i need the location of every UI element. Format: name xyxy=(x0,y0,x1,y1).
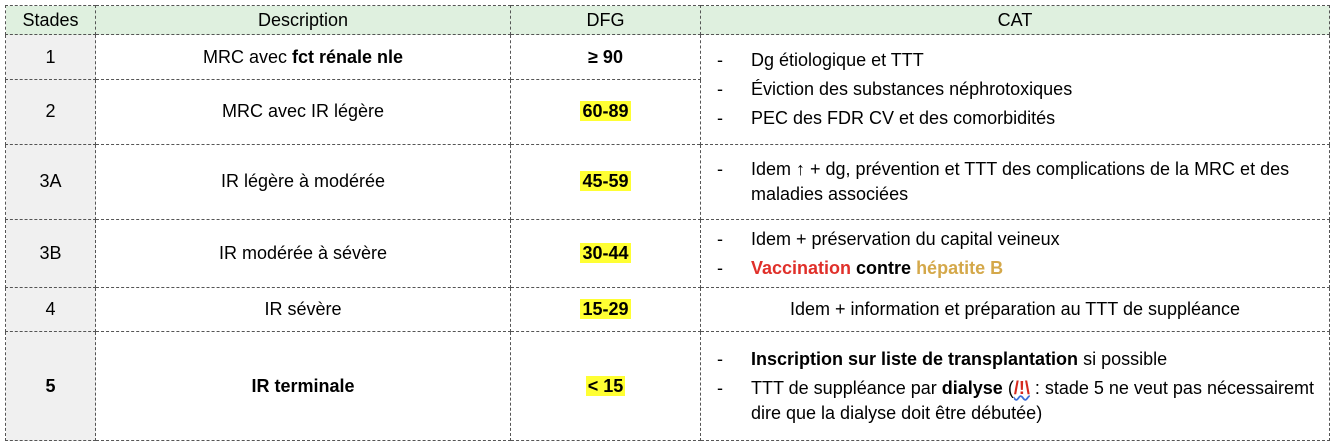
stade-cell: 5 xyxy=(6,332,96,441)
cat-cell-stage-3a xyxy=(701,144,1330,219)
cat-item-vaccination xyxy=(711,256,1319,281)
dialyse-text-b: ( xyxy=(1002,377,1014,398)
table-row xyxy=(6,288,1330,332)
description-cell: IR modérée à sévère xyxy=(96,219,511,287)
contre-text: contre xyxy=(851,257,917,278)
table-row xyxy=(6,144,1330,219)
header-dfg: DFG xyxy=(511,6,701,35)
stade-cell: 2 xyxy=(6,80,96,144)
cat-cell-stage-3b xyxy=(701,219,1330,287)
cat-list xyxy=(711,157,1319,207)
dfg-value-highlighted: 45-59 xyxy=(582,171,629,192)
dfg-cell xyxy=(511,80,701,144)
description-cell: IR légère à modérée xyxy=(96,144,511,219)
header-row xyxy=(6,6,1330,35)
warning-icon: /!\ xyxy=(1013,377,1030,398)
description-cell xyxy=(96,35,511,80)
stade-cell: 3B xyxy=(6,219,96,287)
description-cell: IR sévère xyxy=(96,288,511,332)
cat-list xyxy=(711,347,1319,426)
vaccination-text: Vaccination xyxy=(751,257,852,278)
stade-cell: 3A xyxy=(6,144,96,219)
description-bold-text: fct rénale nle xyxy=(291,46,404,67)
table-row xyxy=(6,35,1330,80)
cat-list xyxy=(711,48,1319,131)
cat-item: - Idem + préservation du capital veineux xyxy=(711,227,1319,252)
cat-item: - Éviction des substances néphrotoxiques xyxy=(711,77,1319,102)
description-cell: IR terminale xyxy=(96,332,511,441)
cat-cell-stages-1-2 xyxy=(701,35,1330,145)
table-row xyxy=(6,219,1330,287)
cat-item: - PEC des FDR CV et des comorbidités xyxy=(711,106,1319,131)
hepatite-b-text: hépatite B xyxy=(916,257,1004,278)
stade-cell: 1 xyxy=(6,35,96,80)
dfg-value-highlighted: 15-29 xyxy=(582,299,629,320)
dfg-cell xyxy=(511,332,701,441)
dfg-value: ≥ 90 xyxy=(588,46,623,67)
stade-cell: 4 xyxy=(6,288,96,332)
dfg-cell xyxy=(511,288,701,332)
cat-item-dialyse xyxy=(711,376,1319,426)
description-text: MRC avec xyxy=(202,46,292,67)
dialyse-text-c: : stade 5 ne veut pas nécessairemt dire que la dialyse doit être débutée) xyxy=(751,377,1320,423)
dfg-cell xyxy=(511,219,701,287)
dialyse-text-a: TTT de suppléance par xyxy=(751,377,942,398)
dfg-value-highlighted: 60-89 xyxy=(582,101,629,122)
dfg-value-highlighted: < 15 xyxy=(587,375,624,396)
dfg-cell xyxy=(511,35,701,80)
dialyse-bold-text: dialyse xyxy=(941,377,1003,398)
transplant-rest-text: si possible xyxy=(1078,348,1168,369)
description-cell: MRC avec IR légère xyxy=(96,80,511,144)
table-row xyxy=(6,332,1330,441)
cat-item-transplantation xyxy=(711,347,1319,372)
cat-cell-stage-4: Idem + information et préparation au TTT de suppléance xyxy=(701,288,1330,332)
dfg-value-highlighted: 30-44 xyxy=(582,243,629,264)
ckd-stages-table xyxy=(5,5,1330,441)
cat-item: - Idem ↑ + dg, prévention et TTT des complications de la MRC et des maladies associées xyxy=(711,157,1319,207)
header-description: Description xyxy=(96,6,511,35)
header-stades: Stades xyxy=(6,6,96,35)
dfg-cell xyxy=(511,144,701,219)
cat-list xyxy=(711,227,1319,281)
header-cat: CAT xyxy=(701,6,1330,35)
cat-cell-stage-5 xyxy=(701,332,1330,441)
transplant-bold-text: Inscription sur liste de transplantation xyxy=(751,348,1079,369)
cat-item: - Dg étiologique et TTT xyxy=(711,48,1319,73)
